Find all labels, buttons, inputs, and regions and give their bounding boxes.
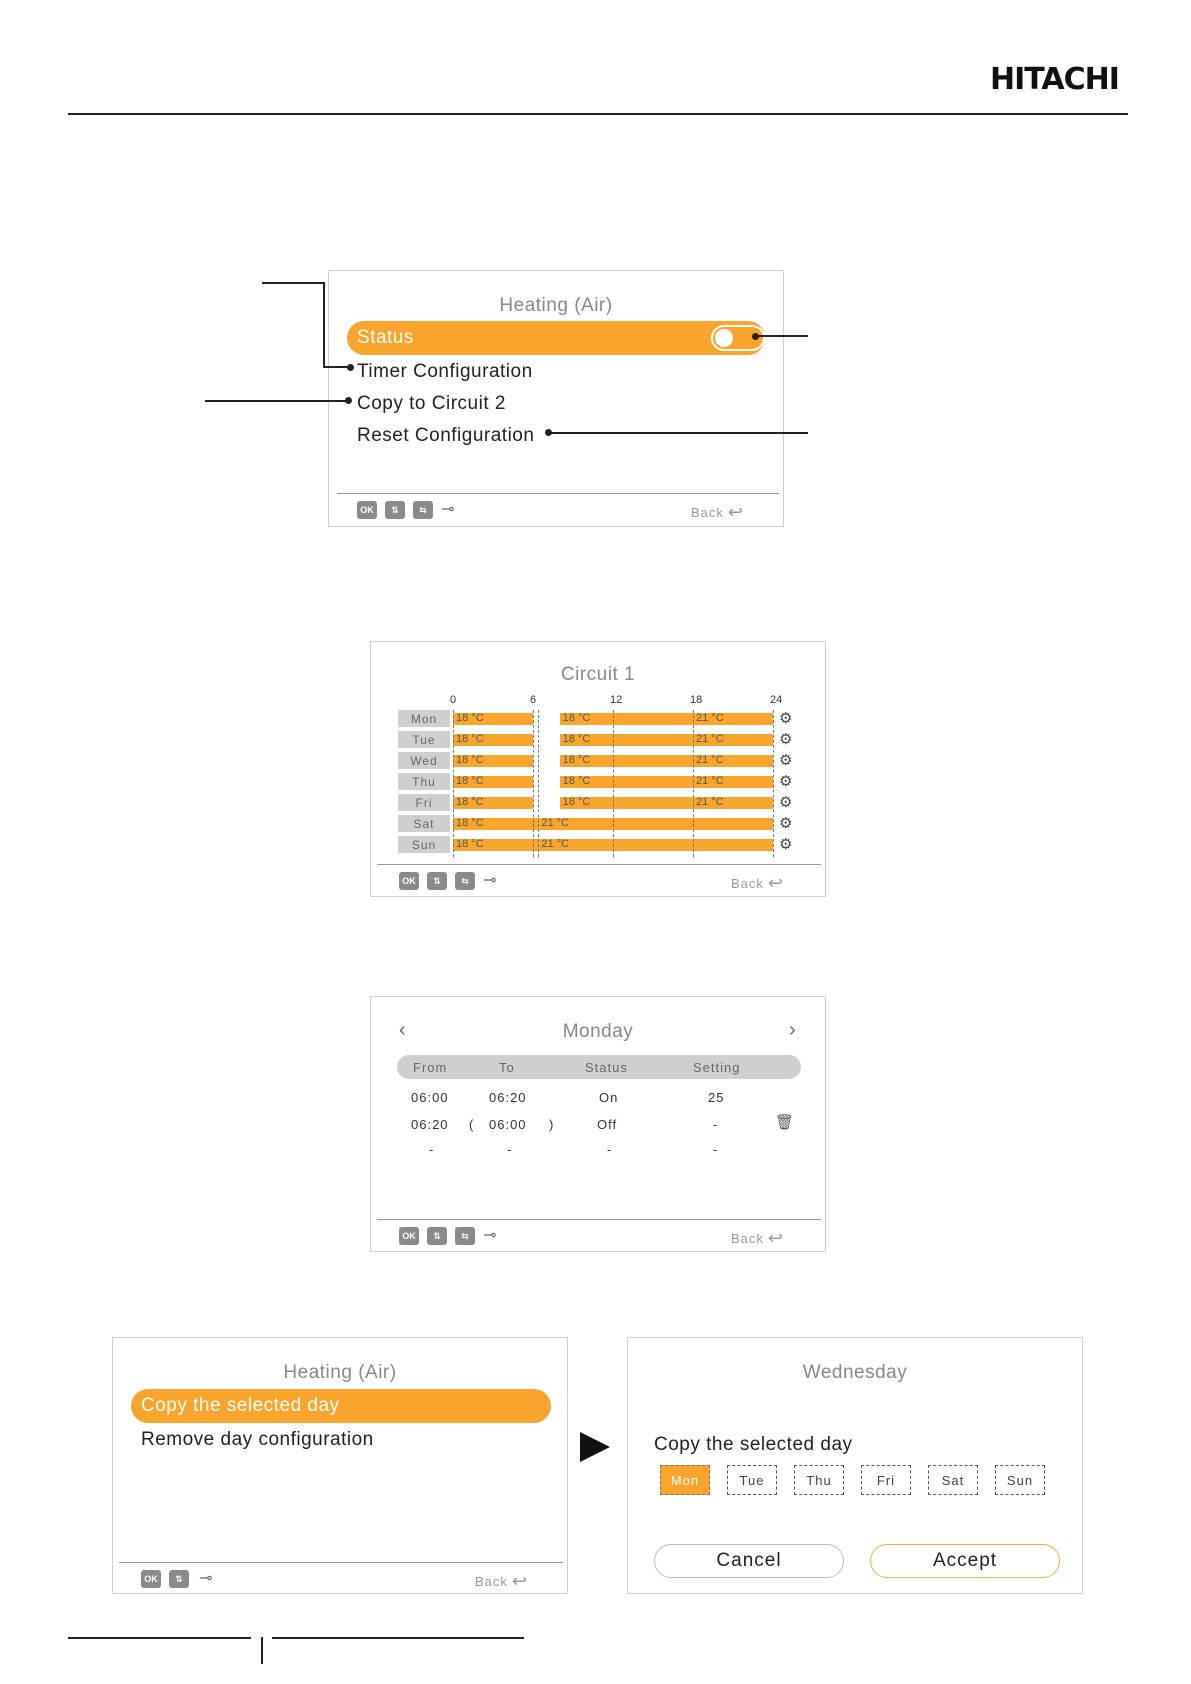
footer-rule-left: [68, 1637, 251, 1639]
setpoint-label: 18 °C: [456, 796, 484, 808]
col-setting: Setting: [693, 1060, 741, 1075]
hour-tick: 12: [610, 694, 623, 706]
screen-day-detail: [370, 996, 826, 1252]
brand-logo: HITACHI: [990, 62, 1119, 97]
ok-icon: OK: [399, 872, 419, 890]
screen-circuit-schedule: [370, 641, 826, 897]
left-right-icon: ⇆: [413, 501, 433, 519]
gear-icon[interactable]: ⚙: [779, 836, 793, 853]
back-button[interactable]: [731, 873, 784, 894]
prev-day-icon[interactable]: ‹: [399, 1019, 406, 1041]
screen-day-options: [112, 1337, 568, 1594]
hour-gridline: [773, 710, 774, 857]
row3-status[interactable]: -: [607, 1142, 613, 1157]
screen-title: Wednesday: [802, 1362, 908, 1383]
row2-setting[interactable]: -: [713, 1117, 719, 1132]
screen-copy-day: [627, 1337, 1083, 1594]
wrench-icon: ⊸: [483, 1227, 497, 1244]
header-rule: [68, 113, 1128, 115]
copy-selected-day-label: Copy the selected day: [141, 1395, 340, 1416]
screen-title: Heating (Air): [283, 1362, 397, 1383]
callout-line: [550, 432, 808, 434]
menu-item-remove-day-configuration[interactable]: Remove day configuration: [141, 1429, 374, 1450]
gear-icon[interactable]: ⚙: [779, 773, 793, 790]
day-label: Mon: [398, 710, 450, 727]
ok-icon: OK: [141, 1570, 161, 1588]
hour-tick: 6: [530, 694, 537, 706]
back-label: Back: [475, 1574, 508, 1589]
screen-title: Circuit 1: [560, 664, 636, 685]
setpoint-label: 18 °C: [562, 775, 591, 787]
schedule-bar[interactable]: [538, 839, 773, 851]
setpoint-label: 21 °C: [541, 838, 569, 850]
back-label: Back: [691, 505, 724, 520]
setpoint-label: 18 °C: [456, 817, 484, 829]
day-label: Fri: [398, 794, 450, 811]
back-arrow-icon: ↩: [511, 1571, 528, 1591]
gear-icon[interactable]: ⚙: [779, 710, 793, 727]
gear-icon[interactable]: ⚙: [779, 794, 793, 811]
status-label: Status: [357, 327, 414, 348]
footer-rule-right: [272, 1637, 524, 1639]
setpoint-label: 18 °C: [456, 754, 484, 766]
wrench-icon: ⊸: [199, 1570, 213, 1587]
hour-gridline: [693, 710, 694, 857]
screen-title: Monday: [562, 1021, 634, 1042]
callout-dot: [345, 397, 352, 404]
col-to: To: [499, 1060, 515, 1075]
day-option-sun[interactable]: Sun: [995, 1465, 1045, 1495]
day-label: Wed: [398, 752, 450, 769]
hour-tick: 24: [770, 694, 783, 706]
callout-line: [323, 282, 325, 368]
up-down-icon: ⇅: [427, 1227, 447, 1245]
row1-status[interactable]: On: [599, 1090, 619, 1105]
back-button[interactable]: [731, 1228, 784, 1249]
setpoint-label: 18 °C: [456, 838, 484, 850]
day-option-sat[interactable]: Sat: [928, 1465, 978, 1495]
setpoint-label: 21 °C: [696, 796, 724, 808]
row2-to[interactable]: 06:00: [489, 1117, 527, 1132]
gear-icon[interactable]: ⚙: [779, 731, 793, 748]
gear-icon[interactable]: ⚙: [779, 752, 793, 769]
day-label: Tue: [398, 731, 450, 748]
screen-title: Heating (Air): [499, 295, 613, 316]
setpoint-label: 21 °C: [696, 775, 724, 787]
schedule-bar[interactable]: [538, 818, 773, 830]
accept-button[interactable]: Accept: [870, 1544, 1060, 1578]
hour-tick: 0: [450, 694, 457, 706]
setpoint-label: 18 °C: [456, 775, 484, 787]
row3-setting[interactable]: -: [713, 1142, 719, 1157]
day-option-mon[interactable]: Mon: [660, 1465, 710, 1495]
up-down-icon: ⇅: [427, 872, 447, 890]
setpoint-label: 18 °C: [562, 796, 591, 808]
row2-status[interactable]: Off: [597, 1117, 618, 1132]
row2-close-paren: ): [549, 1117, 555, 1132]
back-label: Back: [731, 1231, 764, 1246]
row3-to[interactable]: -: [507, 1142, 513, 1157]
callout-line: [205, 400, 349, 402]
play-arrow-icon: [580, 1432, 610, 1462]
row2-from[interactable]: 06:20: [411, 1117, 449, 1132]
status-row[interactable]: [347, 321, 765, 355]
hour-gridline: [453, 710, 454, 857]
col-from: From: [413, 1060, 448, 1075]
back-arrow-icon: ↩: [767, 873, 784, 893]
back-arrow-icon: ↩: [727, 502, 744, 522]
setpoint-label: 21 °C: [696, 754, 724, 766]
footer-divider: [261, 1637, 263, 1664]
callout-dot: [347, 364, 354, 371]
hour-gridline: [533, 710, 534, 857]
cancel-button[interactable]: Cancel: [654, 1544, 844, 1578]
row1-to[interactable]: 06:20: [489, 1090, 527, 1105]
next-day-icon[interactable]: ›: [789, 1019, 796, 1041]
gear-icon[interactable]: ⚙: [779, 815, 793, 832]
back-arrow-icon: ↩: [767, 1228, 784, 1248]
back-button[interactable]: [691, 502, 744, 523]
day-label: Thu: [398, 773, 450, 790]
row2-open-paren: (: [469, 1117, 475, 1132]
up-down-icon: ⇅: [385, 501, 405, 519]
hour-tick: 18: [690, 694, 703, 706]
day-option-thu[interactable]: Thu: [794, 1465, 844, 1495]
copy-subtitle: Copy the selected day: [654, 1434, 853, 1455]
menu-item-reset-configuration[interactable]: Reset Configuration: [357, 425, 535, 446]
up-down-icon: ⇅: [169, 1570, 189, 1588]
left-right-icon: ⇆: [455, 1227, 475, 1245]
setpoint-label: 21 °C: [696, 733, 724, 745]
setpoint-label: 18 °C: [562, 712, 591, 724]
screen-heating-menu: [328, 270, 784, 527]
setpoint-label: 18 °C: [562, 754, 591, 766]
setpoint-label: 18 °C: [456, 712, 484, 724]
setpoint-label: 18 °C: [562, 733, 591, 745]
weekly-grid: [371, 642, 827, 898]
back-button[interactable]: [475, 1571, 528, 1592]
row3-from[interactable]: -: [429, 1142, 435, 1157]
menu-item-timer-configuration[interactable]: Timer Configuration: [357, 361, 533, 382]
callout-line: [756, 335, 808, 337]
setpoint-label: 18 °C: [456, 733, 484, 745]
hour-gridline: [538, 710, 539, 857]
wrench-icon: ⊸: [441, 501, 455, 518]
menu-item-copy-selected-day[interactable]: [131, 1389, 551, 1423]
left-right-icon: ⇆: [455, 872, 475, 890]
col-status: Status: [585, 1060, 628, 1075]
trash-icon[interactable]: 🗑: [775, 1114, 795, 1131]
day-label: Sat: [398, 815, 450, 832]
day-label: Sun: [398, 836, 450, 853]
back-label: Back: [731, 876, 764, 891]
day-option-tue[interactable]: Tue: [727, 1465, 777, 1495]
row1-from[interactable]: 06:00: [411, 1090, 449, 1105]
menu-item-copy-to-circuit-2[interactable]: Copy to Circuit 2: [357, 393, 506, 414]
ok-icon: OK: [399, 1227, 419, 1245]
setpoint-label: 21 °C: [696, 712, 724, 724]
setpoint-label: 21 °C: [541, 817, 569, 829]
hour-gridline: [613, 710, 614, 857]
wrench-icon: ⊸: [483, 872, 497, 889]
callout-line: [262, 282, 324, 284]
ok-icon: OK: [357, 501, 377, 519]
day-option-fri[interactable]: Fri: [861, 1465, 911, 1495]
row1-setting[interactable]: 25: [708, 1090, 725, 1105]
